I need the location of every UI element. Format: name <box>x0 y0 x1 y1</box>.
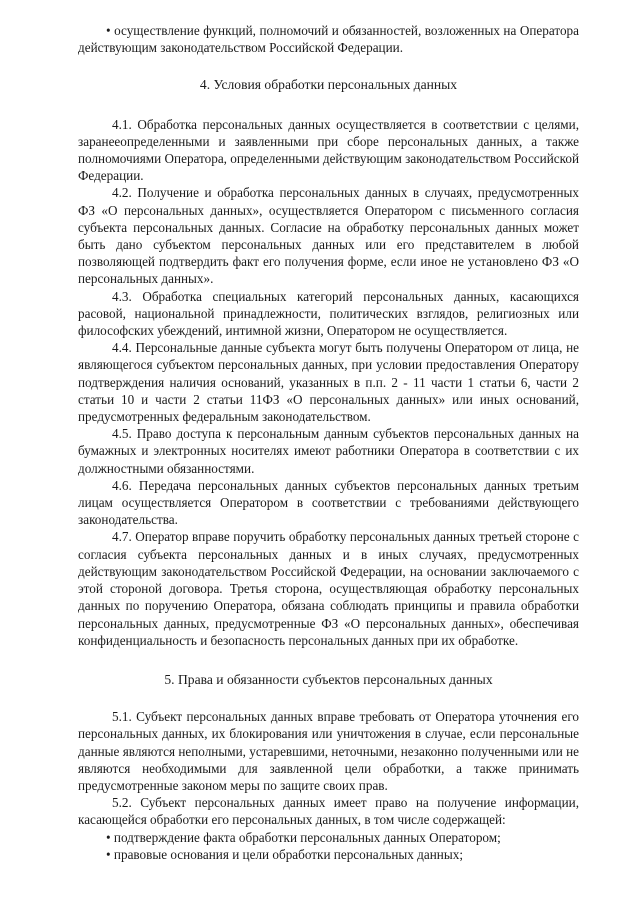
paragraph-4-2: 4.2. Получение и обработка персональных данных в случаях, предусмотренных ФЗ «О персональных данных», осуществляется Оператором с письменного согласия субъекта персональных данных. Согласие на обработку персональных данных может быть дано субъектом персональных данных или его представителем в любой позволяющей подтвердить факт его получения форме, если иное не установлено ФЗ «О персональных данных». <box>78 185 579 287</box>
paragraph-5-1: 5.1. Субъект персональных данных вправе требовать от Оператора уточнения его персональных данных, их блокирования или уничтожения в случае, если персональные данные являются неполными, устаревшими, неточными, незаконно полученными или не являются необходимыми для заявленной цели обработки, а также принимать предусмотренные законом меры по защите своих прав. <box>78 709 579 793</box>
section-4-heading: 4. Условия обработки персональных данных <box>199 77 458 93</box>
section-5-heading: 5. Права и обязанности субъектов персональных данных <box>164 671 493 687</box>
paragraph-4-7: 4.7. Оператор вправе поручить обработку персональных данных третьей стороне с согласия субъекта персональных данных и в иных случаях, предусмотренных действующим законодательством Российской Федерации, на основании заключаемого с этой стороной договора. Третья сторона, осуществляющая обработку персональных данных по поручению Оператора, обязана соблюдать принципы и правила обработки персональных данных, предусмотренные ФЗ «О персональных данных», обеспечивая конфиденциальность и безопасность персональных данных при их обработке. <box>78 529 579 648</box>
bullet-item: • правовые основания и цели обработки персональных данных; <box>106 846 463 862</box>
paragraph-5-2: 5.2. Субъект персональных данных имеет право на получение информации, касающейся обработки его персональных данных, в том числе содержащей: <box>78 795 579 828</box>
paragraph-4-6: 4.6. Передача персональных данных субъектов персональных данных третьим лицам осуществляется Оператором в соответствии с требованиями действующего законодательства. <box>78 477 579 528</box>
intro-bullet: • осуществление функций, полномочий и обязанностей, возложенных на Оператора действующим законодательством Российской Федерации. <box>78 23 579 56</box>
document-page <box>78 22 579 863</box>
paragraph-4-4: 4.4. Персональные данные субъекта могут быть получены Оператором от лица, не являющегося субъектом персональных данных, при условии предоставления Оператору подтверждения наличия оснований, указанных в п.п. 2 - 11 части 1 статьи 6, части 2 статьи 10 и части 2 статьи 11ФЗ «О персональных данных» или иных оснований, предусмотренных федеральным законодательством. <box>78 340 579 425</box>
bullet-item: • подтверждение факта обработки персональных данных Оператором; <box>106 829 501 845</box>
paragraph-4-3: 4.3. Обработка специальных категорий персональных данных, касающихся расовой, национальной принадлежности, политических взглядов, религиозных или философских убеждений, интимной жизни, Оператором не осуществляется. <box>78 288 579 339</box>
paragraph-4-5: 4.5. Право доступа к персональным данным субъектов персональных данных на бумажных и электронных носителях имеют работники Оператора в соответствии с их должностными обязанностями. <box>78 426 579 476</box>
paragraph-4-1: 4.1. Обработка персональных данных осуществляется в соответствии с целями, заранееопределенными и заявленными при сборе персональных данных, а также полномочиями Оператора, определенными действующим законодательством Российской Федерации. <box>78 116 580 184</box>
